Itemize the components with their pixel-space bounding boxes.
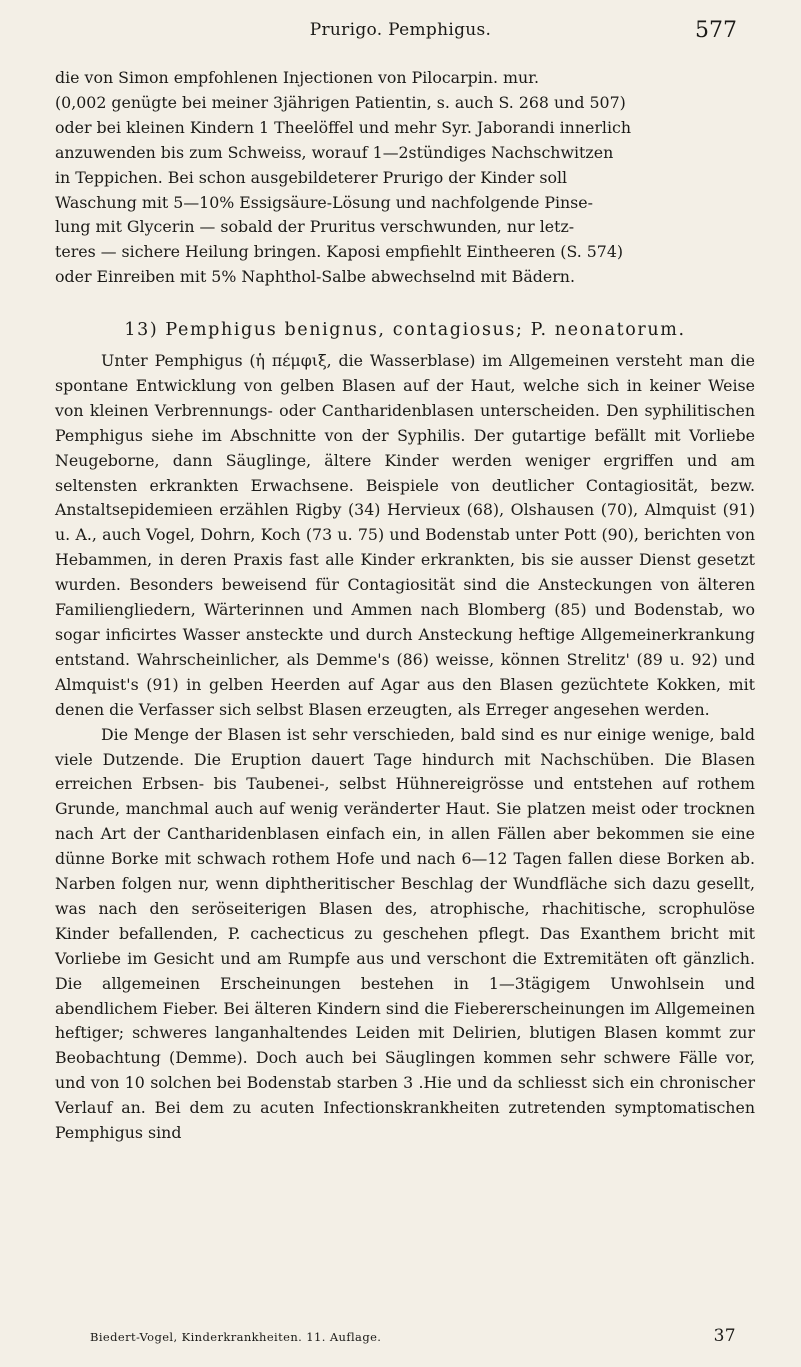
signature-mark: 37 — [713, 1326, 736, 1346]
text-line: lung mit Glycerin — sobald der Pruritus verschwunden, nur letz- — [55, 217, 575, 237]
page-footer — [90, 1326, 746, 1354]
text-line: in Teppichen. Bei schon ausgebildeterer Prurigo der Kinder soll — [55, 167, 568, 187]
section-body — [55, 349, 755, 1146]
paragraph: Unter Pemphigus (ἡ πέμφιξ, die Wasserblase) im Allgemeinen versteht man die spontane Entwicklung von gelben Blasen auf der Haut, welche sich in keiner Weise von kleinen Verbrennungs- oder Cantharidenblasen unterscheiden. Den syphilitischen Pemphigus siehe im Abschnitte von der Syphilis. Der gutartige befällt mit Vorliebe Neugeborne, dann Säuglinge, ältere Kinder werden weniger ergriffen und am seltensten erkrankten Erwachsene. Beispiele von deutlicher Contagiosität, bezw. Anstaltsepidemieen erzählen Rigby (34) Hervieux (68), Olshausen (70), Almquist (91) u. A., auch Vogel, Dohrn, Koch (73 u. 75) und Bodenstab unter Pott (90), berichten von Hebammen, in deren Praxis fast alle Kinder erkrankten, bis sie ausser Dienst gesetzt wurden. Besonders beweisend für Contagiosität sind die Ansteckungen von älteren Familiengliedern, Wärterinnen und Ammen nach Blomberg (85) und Bodenstab, wo sogar inficirtes Wasser ansteckte und durch Ansteckung heftige Allgemeinerkrankung entstand. Wahrscheinlicher, als Demme's (86) weisse, können Strelitz' (89 u. 92) und Almquist's (91) in gelben Heerden auf Agar aus den Blasen gezüchtete Kokken, mit denen die Verfasser sich selbst Blasen erzeugten, als Erreger angesehen werden. — [55, 351, 755, 719]
text-line: oder Einreiben mit 5% Naphthol-Salbe abwechselnd mit Bädern. — [55, 267, 575, 287]
page-number: 577 — [695, 18, 737, 43]
text-line: die von Simon empfohlenen Injectionen von Pilocarpin. mur. — [55, 68, 540, 87]
running-head-title: Prurigo. Pemphigus. — [309, 20, 492, 40]
text-line: Waschung mit 5—10% Essigsäure-Lösung und nachfolgende Pinse- — [55, 192, 593, 212]
text-line: oder bei kleinen Kindern 1 Theelöffel und mehr Syr. Jaborandi innerlich — [55, 117, 632, 137]
continued-text-block — [55, 66, 755, 290]
text-line: teres — sichere Heilung bringen. Kaposi empfiehlt Eintheeren (S. 574) — [55, 242, 624, 262]
text-line: anzuwenden bis zum Schweiss, worauf 1—2stündiges Nachschwitzen — [55, 142, 614, 162]
footer-imprint: Biedert-Vogel, Kinderkrankheiten. 11. Auflage. — [90, 1330, 382, 1344]
text-line: (0,002 genügte bei meiner 3jährigen Patientin, s. auch S. 268 und 507) — [55, 92, 626, 112]
running-head — [60, 14, 741, 54]
paragraph: Die Menge der Blasen ist sehr verschieden, bald sind es nur einige wenige, bald viele Dutzende. Die Eruption dauert Tage hindurch mit Nachschüben. Die Blasen erreichen Erbsen- bis Taubenei-, selbst Hühnereigrösse und entstehen auf rothem Grunde, manchmal auch auf wenig veränderter Haut. Sie platzen meist oder trocknen nach Art der Cantharidenblasen einfach ein, in allen Fällen aber bekommen sie eine dünne Borke mit schwach rothem Hofe und nach 6—12 Tagen fallen diese Borken ab. Narben folgen nur, wenn diphtheritischer Beschlag der Wundfläche sich dazu gesellt, was nach den seröseiterigen Blasen des, atrophische, rhachitische, scrophulöse Kinder befallenden, P. cachecticus zu geschehen pflegt. Das Exanthem bricht mit Vorliebe im Gesicht und am Rumpfe aus und verschont die Extremitäten oft gänzlich. Die allgemeinen Erscheinungen bestehen in 1—3tägigem Unwohlsein und abendlichem Fieber. Bei älteren Kindern sind die Fiebererscheinungen im Allgemeinen heftiger; schweres langanhaltendes Leiden mit Delirien, blutigen Blasen kommt zur Beobachtung (Demme). Doch auch bei Säuglingen kommen sehr schwere Fälle vor, und von 10 solchen bei Bodenstab starben 3 .Hie und da schliesst sich ein chronischer Verlauf an. Bei dem zu acuten Infectionskrankheiten zutretenden symptomatischen Pemphigus sind — [55, 724, 755, 1143]
section-heading: 13) Pemphigus benignus, contagiosus; P. neonatorum. — [124, 320, 686, 340]
